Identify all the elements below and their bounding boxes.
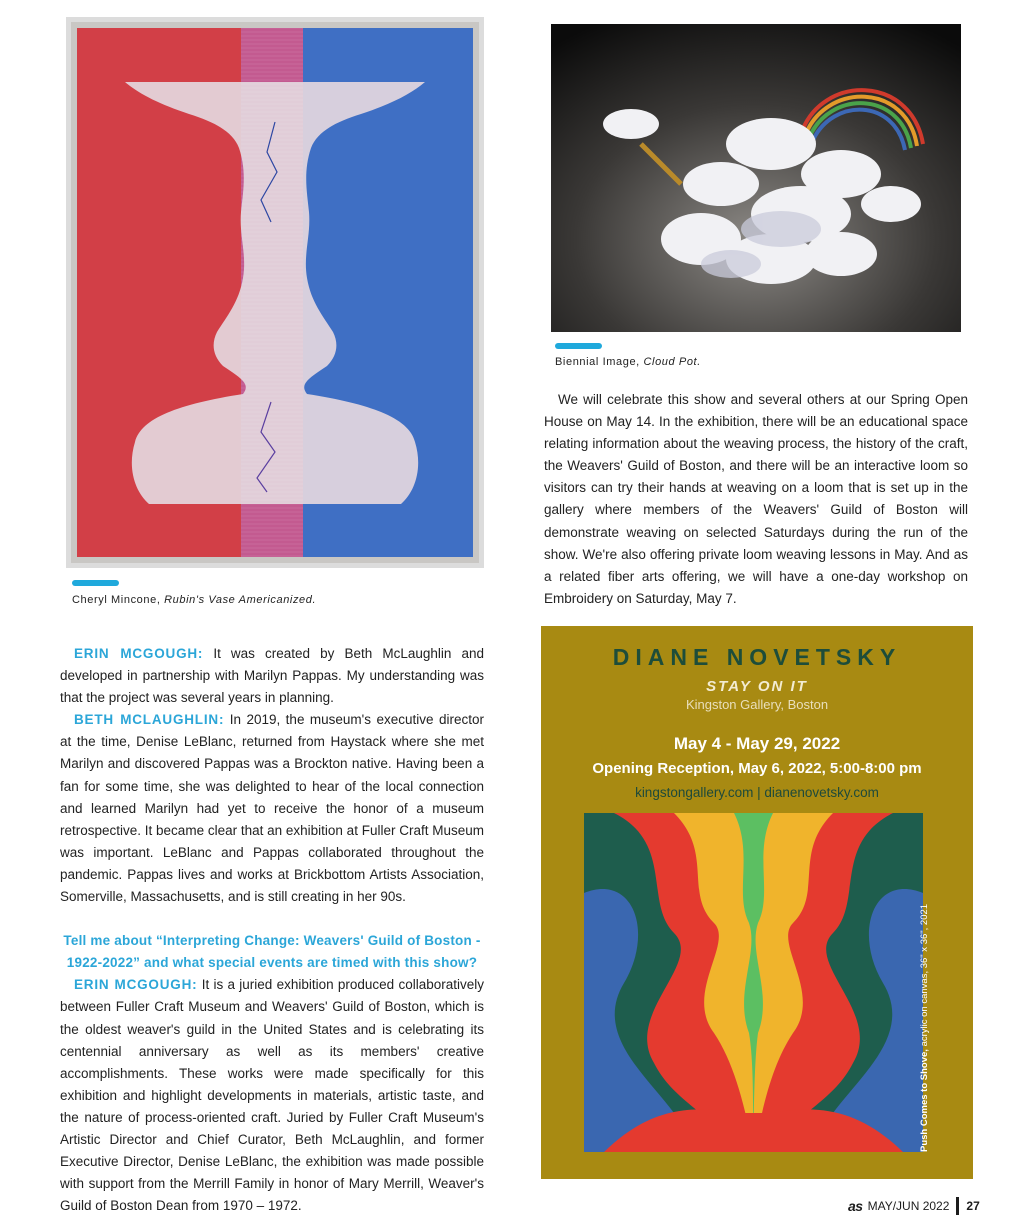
ad-venue: Kingston Gallery, Boston xyxy=(685,697,829,712)
ad-website-links[interactable]: kingstongallery.com | dianenovetsky.com xyxy=(635,785,879,800)
figure2-caption xyxy=(555,356,701,368)
answer-text: In 2019, the museum's executive director at the time, Denise LeBlanc, returned from Haystack where she met Marilyn and discovered Pappas was a Brockton native. Having been a fan for some time, she was delighted to hear of the local connection and learned Marilyn had yet to receive the honor of a museum retrospective. It became clear that an exhibition at Fuller Craft Museum was important. LeBlanc and Pappas collaborated throughout the pandemic. Pappas lives and works at Brickbottom Artists Association, Somerville, Massachusetts, and is still creating in her 90s. xyxy=(60,712,484,905)
figure1-caption xyxy=(72,594,316,606)
speaker-label: BETH MCLAUGHLIN: xyxy=(74,712,225,728)
issue-date: MAY/JUN 2022 xyxy=(867,1199,950,1213)
artwork-cloud-pot xyxy=(551,24,961,332)
right-column-text xyxy=(544,389,968,610)
ad-credit-details: acrylic on canvas, 36" x 36", 2021 xyxy=(919,903,930,1047)
answer-paragraph xyxy=(60,709,484,908)
answer-paragraph xyxy=(60,974,484,1217)
figure1-caption-artist: Cheryl Mincone, xyxy=(72,594,161,606)
push-comes-to-shove-painting xyxy=(584,813,923,1152)
figure2-caption-title: Cloud Pot. xyxy=(643,356,701,368)
open-house-paragraph: We will celebrate this show and several others at our Spring Open House on May 14. In the exhibition, there will be an educational space relating information about the weaving process, the history of the craft, the Weavers' Guild of Boston, and there will be an interactive loom so visitors can try their hands at weaving on a loom that is set up in the gallery where members of the Weavers' Guild of Boston will demonstrate weaving on selected Saturdays during the run of the show. We're also offering private loom weaving lessons in May. And as a related fiber arts offering, we will have a one-day workshop on Embroidery on Saturday, May 7. xyxy=(544,392,968,606)
speaker-label: ERIN MCGOUGH: xyxy=(74,646,204,661)
page-number: 27 xyxy=(966,1199,980,1213)
answer-text: It is a juried exhibition produced collaboratively between Fuller Craft Museum and Weavers' Guild of Boston, which is the oldest weaver's guild in the United States and is celebrating its centennial anniversary as well as its members' creative accomplishments. These works were made specifically for this exhibition and highlight developments in materials, artistic taste, and the nature of process-oriented craft. Juried by Fuller Craft Museum's Artistic Director and Chief Curator, Beth McLaughlin, and former Executive Director, Denise LeBlanc, the exhibition was made possible with support from the Merrill Family in honor of Mary Merrill, Weaver's Guild of Boston Dean from 1970 – 1972. xyxy=(60,977,484,1214)
figure2-caption-artist: Biennial Image, xyxy=(555,356,640,368)
ad-painting-credit xyxy=(919,892,930,1152)
caption-accent-bar xyxy=(555,343,602,349)
speaker-label: ERIN MCGOUGH: xyxy=(74,977,198,993)
ad-dates: May 4 - May 29, 2022 xyxy=(673,734,841,753)
answer-paragraph xyxy=(60,643,484,709)
page-footer xyxy=(848,1196,980,1216)
footer-divider xyxy=(956,1197,959,1215)
gallery-advertisement xyxy=(541,626,973,1179)
ad-credit-title: Push Comes to Shove, xyxy=(919,1049,930,1152)
magazine-logo: as xyxy=(848,1198,863,1214)
ad-artist-name: DIANE NOVETSKY xyxy=(612,644,902,670)
figure1-caption-title: Rubin's Vase Americanized. xyxy=(164,594,317,606)
interview-question: Tell me about “Interpreting Change: Weavers' Guild of Boston - 1922-2022” and what special events are timed with this show? xyxy=(63,933,481,971)
ad-show-title: STAY ON IT xyxy=(706,678,808,695)
cloud-pot-image xyxy=(551,24,961,332)
left-column-text xyxy=(60,643,484,1217)
ad-reception: Opening Reception, May 6, 2022, 5:00-8:00 pm xyxy=(592,760,922,777)
caption-accent-bar xyxy=(72,580,119,586)
rubins-vase-image xyxy=(71,22,479,563)
answer-text: It was created by Beth McLaughlin and developed in partnership with Marilyn Pappas. My understanding was that the project was several years in planning. xyxy=(60,646,484,706)
artwork-rubins-vase xyxy=(66,17,484,568)
ad-painting xyxy=(584,813,923,1152)
